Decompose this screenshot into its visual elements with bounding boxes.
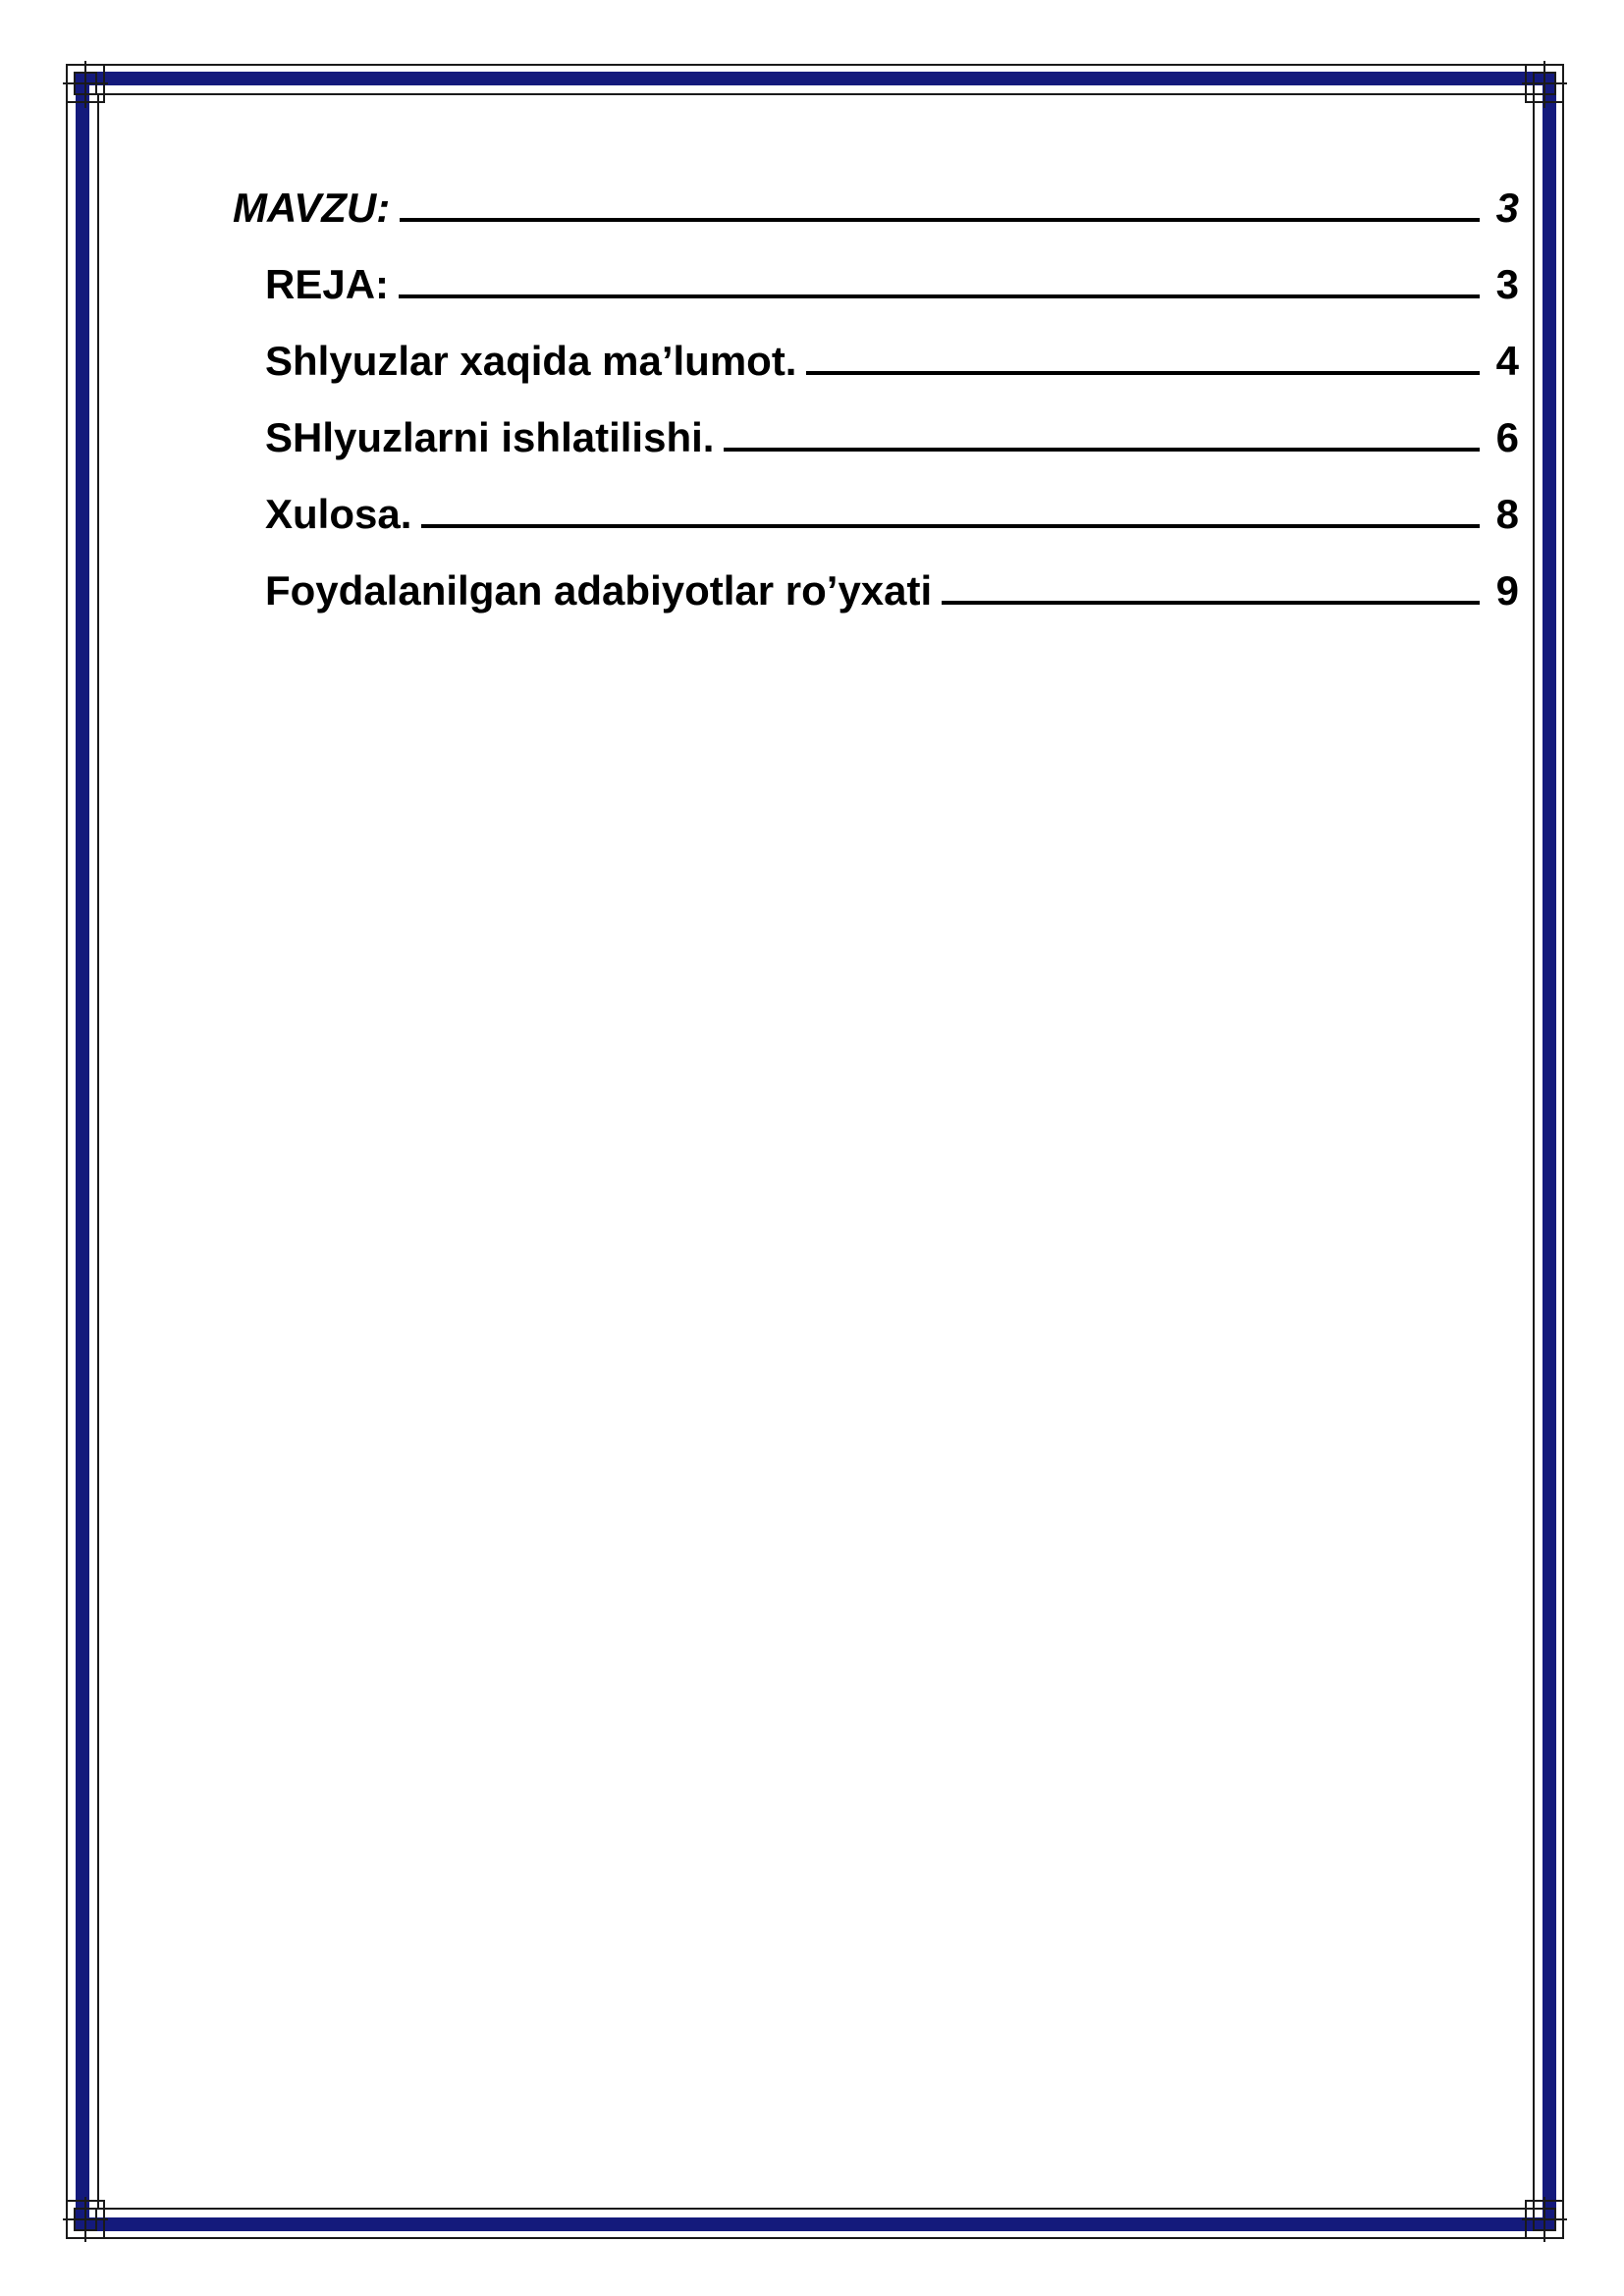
toc-entry-label: Foydalanilgan adabiyotlar ro’yxati bbox=[265, 567, 933, 614]
toc-page-number: 6 bbox=[1495, 414, 1519, 460]
toc-entry-label: REJA: bbox=[265, 261, 390, 307]
corner-ornament-bottom-right bbox=[1522, 2197, 1567, 2242]
toc-leader-line bbox=[400, 218, 1480, 222]
corner-ornament-top-left bbox=[63, 61, 108, 108]
toc-leader-line bbox=[806, 371, 1480, 375]
toc-page-number: 9 bbox=[1495, 567, 1519, 614]
toc-page-number: 8 bbox=[1495, 491, 1519, 537]
toc-leader-line bbox=[942, 601, 1480, 605]
toc-entry-shlyuzlar-xaqida[interactable] bbox=[233, 308, 1519, 385]
toc-entry-shlyuzlarni-ishlatilishi[interactable] bbox=[233, 385, 1519, 461]
toc-leader-line bbox=[421, 524, 1480, 528]
toc-leader-line bbox=[724, 448, 1480, 452]
toc-entry-label: MAVZU: bbox=[233, 185, 391, 231]
toc-entry-foydalanilgan-adabiyotlar[interactable] bbox=[233, 538, 1519, 614]
toc-entry-label: Xulosa. bbox=[265, 491, 412, 537]
toc-page-number: 4 bbox=[1495, 338, 1519, 384]
toc-entry-label: Shlyuzlar xaqida ma’lumot. bbox=[265, 338, 797, 384]
toc-entry-reja[interactable] bbox=[233, 232, 1519, 308]
toc-entry-xulosa[interactable] bbox=[233, 461, 1519, 538]
toc-entry-label: SHlyuzlarni ishlatilishi. bbox=[265, 414, 715, 460]
toc-entry-mavzu[interactable] bbox=[233, 155, 1519, 232]
table-of-contents bbox=[233, 155, 1519, 614]
toc-page-number: 3 bbox=[1495, 261, 1519, 307]
toc-page-number: 3 bbox=[1495, 185, 1519, 231]
toc-leader-line bbox=[399, 294, 1480, 298]
corner-ornament-top-right bbox=[1522, 61, 1567, 108]
corner-ornament-bottom-left bbox=[63, 2197, 108, 2242]
